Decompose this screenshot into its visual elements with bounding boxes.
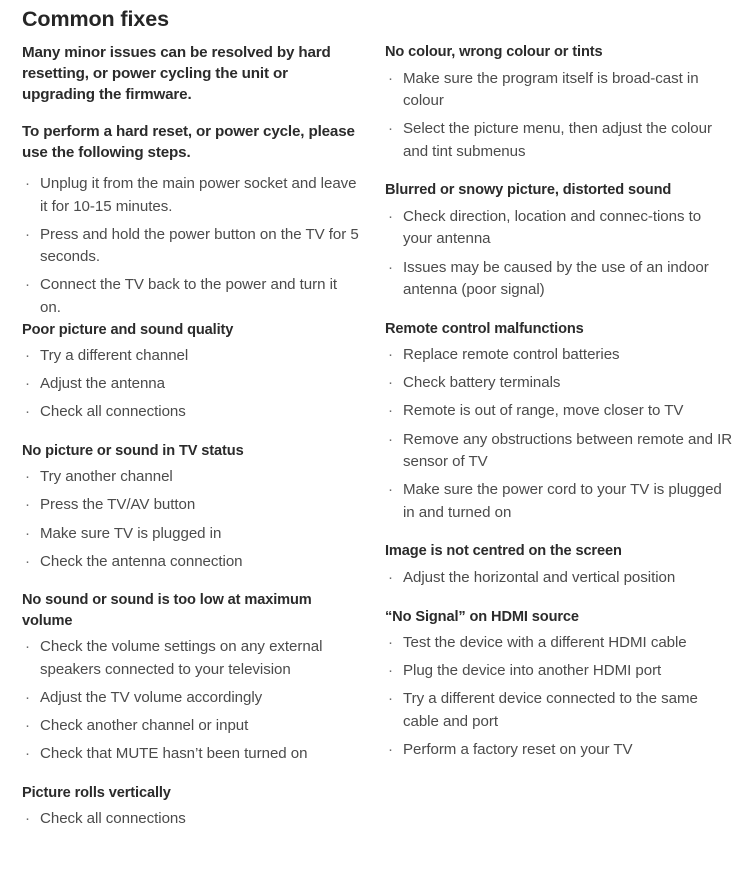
- section-heading: Picture rolls vertically: [22, 784, 171, 801]
- fix-section: [385, 541, 733, 589]
- list-item: [385, 479, 733, 524]
- list-item: [22, 687, 362, 710]
- bullet-dot-icon: ·: [25, 175, 30, 193]
- section-heading: “No Signal” on HDMI source: [385, 608, 579, 625]
- left-sections-container: [22, 320, 362, 831]
- list-item: [22, 373, 362, 396]
- intro-paragraph-1: Many minor issues can be resolved by hard resetting, or power cycling the unit or upgrading the firmware.: [22, 44, 331, 104]
- bullet-dot-icon: ·: [388, 346, 393, 364]
- bullet-dot-icon: ·: [25, 745, 30, 763]
- bullet-dot-icon: ·: [388, 258, 393, 276]
- bullet-dot-icon: ·: [388, 662, 393, 680]
- list-item-label: Remote is out of range, move closer to TV: [403, 402, 684, 420]
- bullet-dot-icon: ·: [25, 496, 30, 514]
- list-item-label: Adjust the horizontal and vertical position: [403, 568, 676, 586]
- fix-section: [385, 180, 733, 301]
- bullet-dot-icon: ·: [25, 375, 30, 393]
- list-item: [385, 400, 733, 423]
- list-item: [22, 551, 362, 574]
- list-item-label: Check all connections: [40, 810, 186, 828]
- section-heading: No picture or sound in TV status: [22, 442, 244, 459]
- list-item: [22, 743, 362, 766]
- list-item: [22, 173, 362, 218]
- list-item-label: Select the picture menu, then adjust the colour and tint submenus: [403, 120, 712, 160]
- section-heading: Blurred or snowy picture, distorted sound: [385, 182, 672, 199]
- list-item: [385, 257, 733, 302]
- list-item-label: Check battery terminals: [403, 374, 561, 392]
- list-item: [22, 808, 362, 831]
- bullet-dot-icon: ·: [388, 740, 393, 758]
- bullet-list: [22, 636, 362, 765]
- list-item-label: Try a different device connected to the same cable and port: [403, 690, 698, 730]
- bullet-dot-icon: ·: [25, 688, 30, 706]
- bullet-dot-icon: ·: [25, 276, 30, 294]
- bullet-dot-icon: ·: [25, 403, 30, 421]
- section-heading: Remote control malfunctions: [385, 320, 584, 337]
- list-item: [385, 567, 733, 590]
- bullet-dot-icon: ·: [388, 207, 393, 225]
- list-item: [22, 224, 362, 269]
- list-item-label: Plug the device into another HDMI port: [403, 662, 662, 680]
- bullet-dot-icon: ·: [25, 638, 30, 656]
- right-sections-container: [385, 42, 733, 761]
- list-item-label: Make sure the power cord to your TV is plugged in and turned on: [403, 481, 722, 521]
- fix-section: [22, 320, 362, 424]
- page-title: Common fixes: [22, 7, 169, 31]
- list-item: [22, 401, 362, 424]
- list-item-label: Remove any obstructions between remote and IR sensor of TV: [403, 430, 733, 471]
- fix-section: [385, 42, 733, 163]
- list-item-label: Issues may be caused by the use of an indoor antenna (poor signal): [403, 258, 709, 299]
- list-item: [22, 494, 362, 517]
- fix-section: [22, 783, 362, 831]
- list-item: [385, 660, 733, 683]
- list-item: [385, 739, 733, 762]
- list-item-label: Check the antenna connection: [40, 552, 243, 570]
- fix-section: [22, 441, 362, 573]
- bullet-dot-icon: ·: [25, 552, 30, 570]
- list-item-label: Make sure TV is plugged in: [40, 524, 222, 542]
- list-item: [385, 344, 733, 367]
- list-item-label: Make sure the program itself is broad-cast in colour: [403, 69, 699, 110]
- bullet-dot-icon: ·: [25, 468, 30, 486]
- section-heading: No sound or sound is too low at maximum volume: [22, 592, 312, 629]
- list-item: [385, 372, 733, 395]
- list-item-label: Test the device with a different HDMI cable: [403, 634, 687, 651]
- section-heading: Poor picture and sound quality: [22, 321, 234, 338]
- fix-section: [22, 590, 362, 765]
- bullet-dot-icon: ·: [388, 634, 393, 651]
- left-column: [0, 42, 372, 831]
- bullet-list: [22, 466, 362, 573]
- list-item: [22, 345, 362, 368]
- list-item-label: Adjust the antenna: [40, 375, 165, 393]
- bullet-list: [385, 206, 733, 302]
- bullet-dot-icon: ·: [388, 690, 393, 708]
- bullet-dot-icon: ·: [25, 524, 30, 542]
- bullet-dot-icon: ·: [388, 69, 393, 87]
- list-item: [22, 274, 362, 319]
- bullet-dot-icon: ·: [388, 568, 393, 586]
- list-item-label: Check the volume settings on any external speakers connected to your television: [40, 638, 323, 678]
- list-item-label: Check another channel or input: [40, 717, 249, 735]
- list-item-label: Try another channel: [40, 468, 173, 486]
- list-item: [385, 429, 733, 474]
- bullet-dot-icon: ·: [25, 810, 30, 828]
- bullet-dot-icon: ·: [388, 430, 393, 448]
- list-item: [385, 632, 733, 655]
- bullet-list: [22, 345, 362, 424]
- list-item-label: Try a different channel: [40, 347, 189, 365]
- list-item-label: Adjust the TV volume accordingly: [40, 688, 263, 706]
- list-item-label: Perform a factory reset on your TV: [403, 740, 633, 758]
- right-column: [372, 42, 739, 761]
- list-item: [22, 636, 362, 681]
- bullet-list: [22, 808, 362, 831]
- hard-reset-steps-list: [22, 173, 362, 320]
- fix-section: [385, 319, 733, 525]
- list-item-label: Check direction, location and connec-tions to your antenna: [403, 207, 702, 248]
- list-item: [22, 715, 362, 738]
- bullet-list: [385, 567, 733, 590]
- list-item-label: Unplug it from the main power socket and leave it for 10-15 minutes.: [40, 175, 357, 215]
- bullet-dot-icon: ·: [25, 717, 30, 735]
- list-item-label: Connect the TV back to the power and turn it on.: [40, 276, 338, 316]
- bullet-list: [385, 632, 733, 761]
- list-item: [385, 118, 733, 163]
- section-heading: Image is not centred on the screen: [385, 543, 622, 560]
- list-item: [385, 68, 733, 113]
- list-item-label: Press and hold the power button on the TV for 5 seconds.: [40, 225, 359, 266]
- list-item-label: Replace remote control batteries: [403, 346, 620, 364]
- bullet-dot-icon: ·: [388, 120, 393, 138]
- fix-section: [385, 607, 733, 762]
- section-heading: No colour, wrong colour or tints: [385, 44, 603, 60]
- list-item-label: Check all connections: [40, 403, 186, 421]
- list-item: [22, 466, 362, 489]
- bullet-dot-icon: ·: [25, 347, 30, 365]
- intro-paragraph-2: To perform a hard reset, or power cycle, please use the following steps.: [22, 122, 355, 161]
- list-item-label: Check that MUTE hasn’t been turned on: [40, 745, 308, 763]
- list-item-label: Press the TV/AV button: [40, 496, 196, 514]
- bullet-dot-icon: ·: [388, 402, 393, 420]
- bullet-dot-icon: ·: [25, 225, 30, 243]
- bullet-dot-icon: ·: [388, 481, 393, 499]
- list-item: [22, 523, 362, 546]
- bullet-dot-icon: ·: [388, 374, 393, 392]
- bullet-list: [385, 68, 733, 164]
- list-item: [385, 206, 733, 251]
- list-item: [385, 688, 733, 733]
- two-column-body: [0, 42, 739, 831]
- bullet-list: [385, 344, 733, 524]
